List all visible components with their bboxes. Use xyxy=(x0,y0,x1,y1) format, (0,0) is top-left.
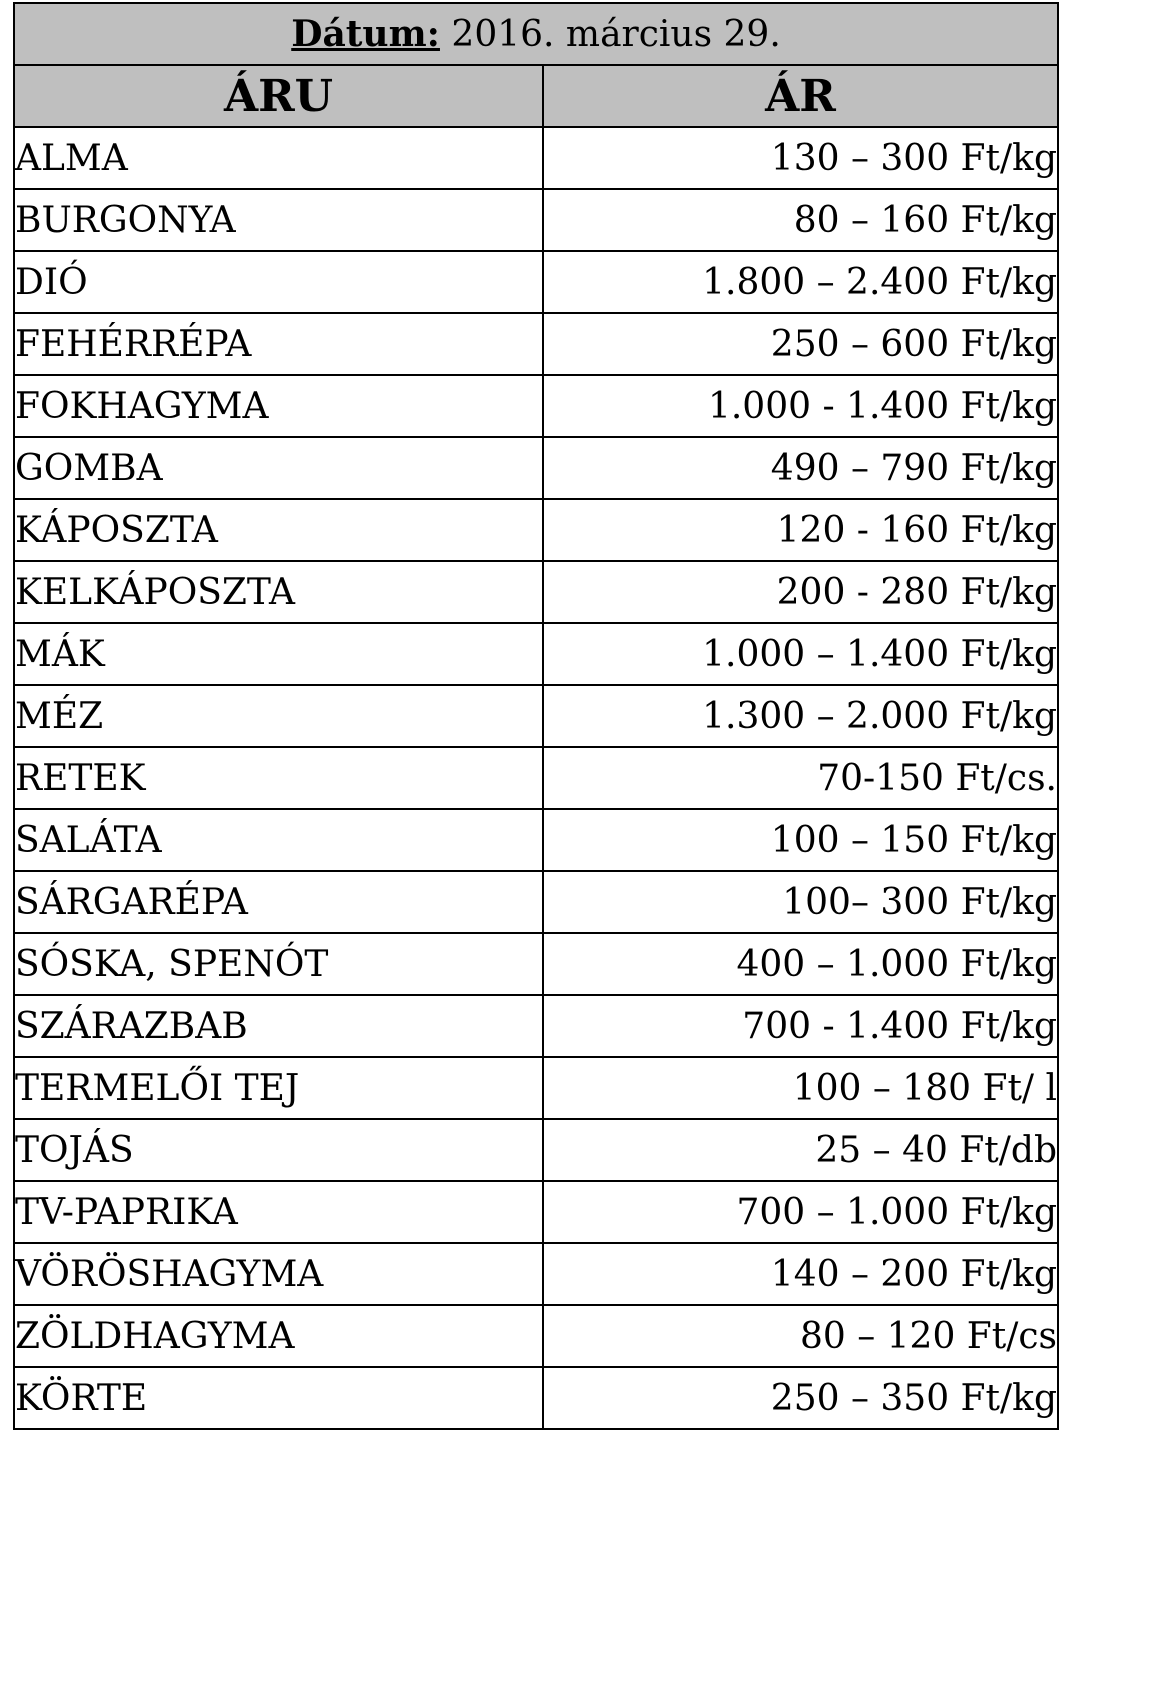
item-name-cell: SÓSKA, SPENÓT xyxy=(14,933,543,995)
table-row xyxy=(14,747,1058,809)
table-row xyxy=(14,313,1058,375)
table-row xyxy=(14,1305,1058,1367)
item-name-cell: SÁRGARÉPA xyxy=(14,871,543,933)
price-cell: 140 – 200 Ft/kg xyxy=(543,1243,1058,1305)
table-row xyxy=(14,685,1058,747)
table-row xyxy=(14,995,1058,1057)
item-name-cell: GOMBA xyxy=(14,437,543,499)
price-cell: 200 - 280 Ft/kg xyxy=(543,561,1058,623)
date-value: 2016. március 29. xyxy=(451,14,781,55)
date-cell xyxy=(14,3,1058,65)
item-name-cell: FOKHAGYMA xyxy=(14,375,543,437)
item-name-cell: TOJÁS xyxy=(14,1119,543,1181)
price-cell: 100 – 150 Ft/kg xyxy=(543,809,1058,871)
item-name-cell: VÖRÖSHAGYMA xyxy=(14,1243,543,1305)
item-name-cell: MÉZ xyxy=(14,685,543,747)
price-cell: 700 – 1.000 Ft/kg xyxy=(543,1181,1058,1243)
table-row xyxy=(14,871,1058,933)
table-row xyxy=(14,375,1058,437)
item-name-cell: BURGONYA xyxy=(14,189,543,251)
price-cell: 1.300 – 2.000 Ft/kg xyxy=(543,685,1058,747)
table-row xyxy=(14,623,1058,685)
table-row xyxy=(14,933,1058,995)
price-table xyxy=(13,2,1059,1430)
table-row xyxy=(14,127,1058,189)
date-row xyxy=(14,3,1058,65)
item-name-cell: KÖRTE xyxy=(14,1367,543,1429)
item-name-cell: SZÁRAZBAB xyxy=(14,995,543,1057)
item-name-cell: RETEK xyxy=(14,747,543,809)
item-name-cell: KELKÁPOSZTA xyxy=(14,561,543,623)
table-row xyxy=(14,1181,1058,1243)
price-cell: 100– 300 Ft/kg xyxy=(543,871,1058,933)
table-row xyxy=(14,561,1058,623)
price-cell: 400 – 1.000 Ft/kg xyxy=(543,933,1058,995)
table-row xyxy=(14,437,1058,499)
table-row xyxy=(14,1367,1058,1429)
item-name-cell: TV-PAPRIKA xyxy=(14,1181,543,1243)
price-cell: 25 – 40 Ft/db xyxy=(543,1119,1058,1181)
price-cell: 250 – 600 Ft/kg xyxy=(543,313,1058,375)
table-row xyxy=(14,499,1058,561)
item-name-cell: MÁK xyxy=(14,623,543,685)
date-label: Dátum: xyxy=(291,13,440,55)
item-name-cell: ALMA xyxy=(14,127,543,189)
item-name-cell: FEHÉRRÉPA xyxy=(14,313,543,375)
price-cell: 70-150 Ft/cs. xyxy=(543,747,1058,809)
price-cell: 80 – 120 Ft/cs xyxy=(543,1305,1058,1367)
item-name-cell: KÁPOSZTA xyxy=(14,499,543,561)
item-name-cell: DIÓ xyxy=(14,251,543,313)
item-column-header: ÁRU xyxy=(14,65,543,127)
item-name-cell: SALÁTA xyxy=(14,809,543,871)
price-cell: 130 – 300 Ft/kg xyxy=(543,127,1058,189)
table-row xyxy=(14,1057,1058,1119)
price-cell: 1.000 - 1.400 Ft/kg xyxy=(543,375,1058,437)
table-row xyxy=(14,809,1058,871)
price-cell: 250 – 350 Ft/kg xyxy=(543,1367,1058,1429)
price-cell: 700 - 1.400 Ft/kg xyxy=(543,995,1058,1057)
price-cell: 490 – 790 Ft/kg xyxy=(543,437,1058,499)
header-row xyxy=(14,65,1058,127)
price-cell: 100 – 180 Ft/ l xyxy=(543,1057,1058,1119)
price-cell: 120 - 160 Ft/kg xyxy=(543,499,1058,561)
item-name-cell: TERMELŐI TEJ xyxy=(14,1057,543,1119)
price-cell: 1.000 – 1.400 Ft/kg xyxy=(543,623,1058,685)
table-row xyxy=(14,1119,1058,1181)
table-row xyxy=(14,251,1058,313)
price-cell: 80 – 160 Ft/kg xyxy=(543,189,1058,251)
table-row xyxy=(14,189,1058,251)
price-column-header: ÁR xyxy=(543,65,1058,127)
price-cell: 1.800 – 2.400 Ft/kg xyxy=(543,251,1058,313)
item-name-cell: ZÖLDHAGYMA xyxy=(14,1305,543,1367)
table-row xyxy=(14,1243,1058,1305)
